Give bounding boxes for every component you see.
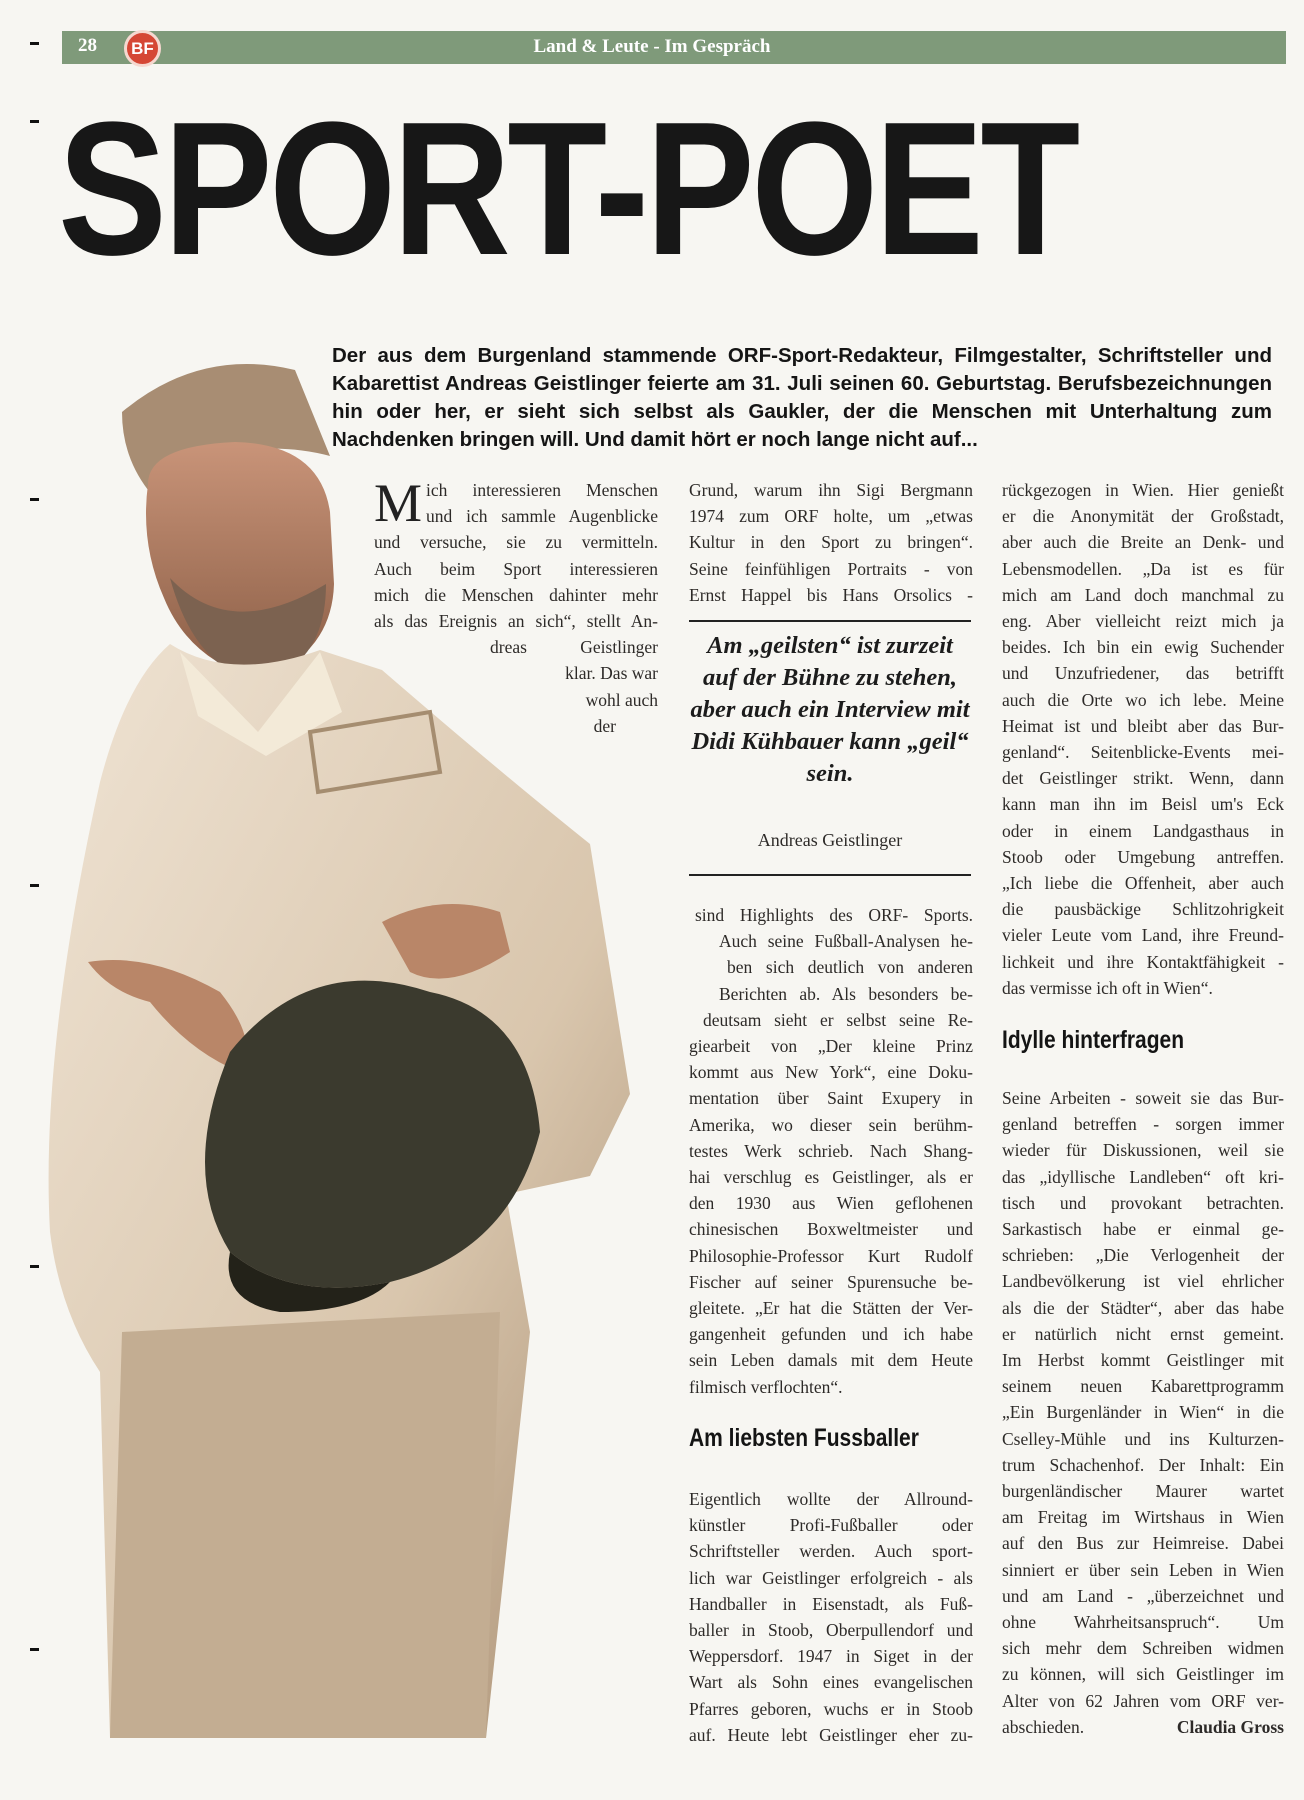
text-line: giearbeit von „Der kleine Prinz bbox=[689, 1036, 973, 1057]
text-line: wieder für Diskussionen, weil sie bbox=[1002, 1140, 1284, 1161]
text-line: dreas Geistlinger bbox=[490, 637, 658, 658]
text-line: mich die Menschen dahinter mehr bbox=[374, 584, 658, 605]
section-title: Land & Leute - Im Gespräch bbox=[533, 36, 771, 57]
text-line: mentation über Saint Exupery in bbox=[689, 1088, 973, 1109]
text-line: „Ich liebe die Offenheit, aber auch bbox=[1002, 873, 1284, 894]
text-line: lichkeit und ihre Kontaktfähigkeit - bbox=[1002, 951, 1284, 972]
text-line: Pfarres geboren, wuchs er in Stoob bbox=[689, 1698, 973, 1719]
text-line: Grund, warum ihn Sigi Bergmann bbox=[689, 480, 973, 500]
text-line: genland betreffen - sorgen immer bbox=[1002, 1114, 1284, 1135]
text-line: Heimat ist und bleibt aber das Bur- bbox=[1002, 715, 1284, 736]
text-line: ich interessieren Menschen bbox=[426, 480, 658, 500]
text-line: als die der Städter“, aber das habe bbox=[1002, 1297, 1284, 1318]
text-line: tisch und provokant betrachten. bbox=[1002, 1192, 1284, 1213]
subhead-am-liebsten-fussballer: Am liebsten Fussballer bbox=[689, 1424, 919, 1452]
text-line: Seine Arbeiten - soweit sie das Bur- bbox=[1002, 1088, 1284, 1108]
text-line: das „idyllische Landleben“ oft kri- bbox=[1002, 1166, 1284, 1187]
lead-paragraph: Der aus dem Burgenland stammende ORF-Sport-Redakteur, Filmgestalter, Schriftsteller und Kabarettist Andreas Geistlinger feierte am 31. Juli seinen 60. Geburtstag. Berufsbezeichnungen hin oder her, er sieht sich selbst als Gaukler, der die Menschen mit Unterhaltung zum Nachdenken bringen will. Und damit hört er noch lange nicht auf... bbox=[332, 344, 1272, 451]
text-line: sind Highlights des ORF- Sports. bbox=[695, 905, 973, 925]
text-line: auch die Orte wo ich lebe. Meine bbox=[1002, 689, 1284, 710]
text-line: ohne Wahrheitsanspruch“. Um bbox=[1002, 1612, 1284, 1633]
text-line: gleitete. „Er hat die Stätten der Ver- bbox=[689, 1298, 973, 1319]
text-line: kommt aus New York“, eine Doku- bbox=[689, 1062, 973, 1083]
text-line: den 1930 aus Wien geflohenen bbox=[689, 1193, 973, 1214]
text-line: der bbox=[593, 715, 616, 736]
text-line: Alter von 62 Jahren vom ORF ver- bbox=[1002, 1690, 1284, 1711]
text-line: Im Herbst kommt Geistlinger mit bbox=[1002, 1350, 1284, 1371]
text-line: Schriftsteller werden. Auch sport- bbox=[689, 1541, 973, 1562]
text-line: Weppersdorf. 1947 in Siget in der bbox=[689, 1646, 973, 1667]
closing-line bbox=[1002, 1714, 1284, 1740]
column-1 bbox=[374, 473, 658, 739]
drop-cap: M bbox=[374, 473, 423, 533]
text-line: det Geistlinger strikt. Wenn, dann bbox=[1002, 768, 1284, 789]
text-line: Lebensmodellen. „Da ist es für bbox=[1002, 558, 1284, 579]
text-line: auf den Bus zur Heimreise. Dabei bbox=[1002, 1533, 1284, 1554]
page-number: 28 bbox=[78, 35, 97, 56]
quote-rule-bottom bbox=[689, 874, 971, 876]
text-line: kann man ihn im Beisl um's Eck bbox=[1002, 794, 1284, 815]
text-line: er die Anonymität der Großstadt, bbox=[1002, 506, 1284, 527]
text-line: Philosophie-Professor Kurt Rudolf bbox=[689, 1245, 973, 1266]
text-line: die pausbäckige Schlitzohrigkeit bbox=[1002, 899, 1284, 920]
text-line: aber auch die Breite an Denk- und bbox=[1002, 532, 1284, 553]
text-line: Auch seine Fußball-Analysen he- bbox=[719, 931, 973, 952]
text-line: sinniert er über sein Leben in Wien bbox=[1002, 1559, 1284, 1580]
text-line: „Ein Burgenländer in Wien“ in die bbox=[1002, 1402, 1284, 1423]
text-line: Stoob oder Umgebung antreffen. bbox=[1002, 846, 1284, 867]
text-line: und Unzufriedener, das betrifft bbox=[1002, 663, 1284, 684]
text-line: 1974 zum ORF holte, um „etwas bbox=[689, 506, 973, 527]
text-line: klar. Das war bbox=[565, 663, 658, 684]
text-line: Ernst Happel bis Hans Orsolics - bbox=[689, 584, 973, 605]
text-line: hai verschlug es Geistlinger, als er bbox=[689, 1167, 973, 1188]
text-line: eng. Aber vielleicht reizt mich ja bbox=[1002, 611, 1284, 632]
text-line: testes Werk schrieb. Nach Shang- bbox=[689, 1140, 973, 1161]
magazine-logo: BF bbox=[124, 30, 161, 67]
text-line: mich am Land doch manchmal zu bbox=[1002, 584, 1284, 605]
text-line: und versuche, sie zu vermitteln. bbox=[374, 532, 658, 553]
text-line: zu können, will sich Geistlinger im bbox=[1002, 1664, 1284, 1685]
text-line: sein Leben damals mit dem Heute bbox=[689, 1350, 973, 1371]
text-line: das vermisse ich oft in Wien“. bbox=[1002, 977, 1213, 998]
text-line: deutsam sieht er selbst seine Re- bbox=[703, 1009, 973, 1030]
text-line: schrieben: „Die Verlogenheit der bbox=[1002, 1245, 1284, 1266]
text-line: baller in Stoob, Oberpullendorf und bbox=[689, 1620, 973, 1641]
text-line: sich mehr dem Schreiben widmen bbox=[1002, 1638, 1284, 1659]
text-line: gangenheit gefunden und ich habe bbox=[689, 1324, 973, 1345]
column-2-sub bbox=[689, 1486, 973, 1748]
margin-mark bbox=[30, 120, 39, 123]
column-3-bottom bbox=[1002, 1085, 1284, 1740]
text-line: am Freitag im Wirtshaus in Wien bbox=[1002, 1507, 1284, 1528]
text-line: beides. Ich bin ein ewig Suchender bbox=[1002, 637, 1284, 658]
text-line: Amerika, wo dieser sein berühm- bbox=[689, 1114, 973, 1135]
text-line: Landbevölkerung ist viel ehrlicher bbox=[1002, 1271, 1284, 1292]
column-2-top bbox=[689, 477, 973, 608]
text-line: Eigentlich wollte der Allround- bbox=[689, 1489, 973, 1509]
text-line: und am Land - „überzeichnet und bbox=[1002, 1585, 1284, 1606]
text-line: Seine feinfühligen Portraits - von bbox=[689, 558, 973, 579]
text-line: Sarkastisch habe er einmal ge- bbox=[1002, 1219, 1284, 1240]
text-line: Wart als Sohn eines evangelischen bbox=[689, 1672, 973, 1693]
text-line: vieler Leute vom Land, ihre Freund- bbox=[1002, 925, 1284, 946]
quote-rule-top bbox=[689, 620, 971, 622]
text-line: filmisch verflochten“. bbox=[689, 1376, 843, 1397]
text-line: ben sich deutlich von anderen bbox=[727, 957, 973, 978]
text-line: oder in einem Landgasthaus in bbox=[1002, 820, 1284, 841]
text-line: und ich sammle Augenblicke bbox=[426, 506, 658, 527]
text-line: auf. Heute lebt Geistlinger eher zu- bbox=[689, 1724, 973, 1745]
text-line: künstler Profi-Fußballer oder bbox=[689, 1515, 973, 1536]
text-line: chinesischen Boxweltmeister und bbox=[689, 1219, 973, 1240]
text-line: seinem neuen Kabarettprogramm bbox=[1002, 1376, 1284, 1397]
text-line: Auch beim Sport interessieren bbox=[374, 558, 658, 579]
column-3-top bbox=[1002, 477, 1284, 1001]
text-line: genland“. Seitenblicke-Events mei- bbox=[1002, 742, 1284, 763]
text-line: abschieden. bbox=[1002, 1716, 1085, 1737]
text-line: trum Schachenhof. Der Inhalt: Ein bbox=[1002, 1454, 1284, 1475]
text-line: er natürlich nicht ernst gemeint. bbox=[1002, 1323, 1284, 1344]
margin-mark bbox=[30, 42, 39, 45]
text-line: rückgezogen in Wien. Hier genießt bbox=[1002, 480, 1284, 500]
text-line: Berichten ab. Als besonders be- bbox=[719, 983, 973, 1004]
text-line: lich war Geistlinger erfolgreich - als bbox=[689, 1567, 973, 1588]
text-line: als das Ereignis an sich“, stellt An- bbox=[374, 611, 658, 632]
trousers bbox=[110, 1312, 500, 1738]
pull-quote: Am „geilsten“ ist zurzeit auf der Bühne zu stehen, aber auch ein Interview mit Didi Kühbauer kann „geil“ sein. bbox=[690, 632, 970, 787]
text-line: Kultur in den Sport zu bringen“. bbox=[689, 532, 973, 553]
text-line: Handballer in Eisenstadt, als Fuß- bbox=[689, 1593, 973, 1614]
pull-quote-author: Andreas Geistlinger bbox=[757, 830, 903, 850]
text-line: burgenländischer Maurer wartet bbox=[1002, 1481, 1284, 1502]
subhead-idylle-hinterfragen: Idylle hinterfragen bbox=[1002, 1026, 1185, 1054]
text-line: wohl auch bbox=[585, 689, 658, 710]
headline: SPORT-POET bbox=[58, 83, 1077, 295]
column-2-bottom bbox=[689, 902, 973, 1400]
text-line: Fischer auf seiner Spurensuche be- bbox=[689, 1271, 973, 1292]
text-line: Cselley-Mühle und ins Kulturzen- bbox=[1002, 1428, 1284, 1449]
author-byline: Claudia Gross bbox=[1176, 1716, 1284, 1737]
